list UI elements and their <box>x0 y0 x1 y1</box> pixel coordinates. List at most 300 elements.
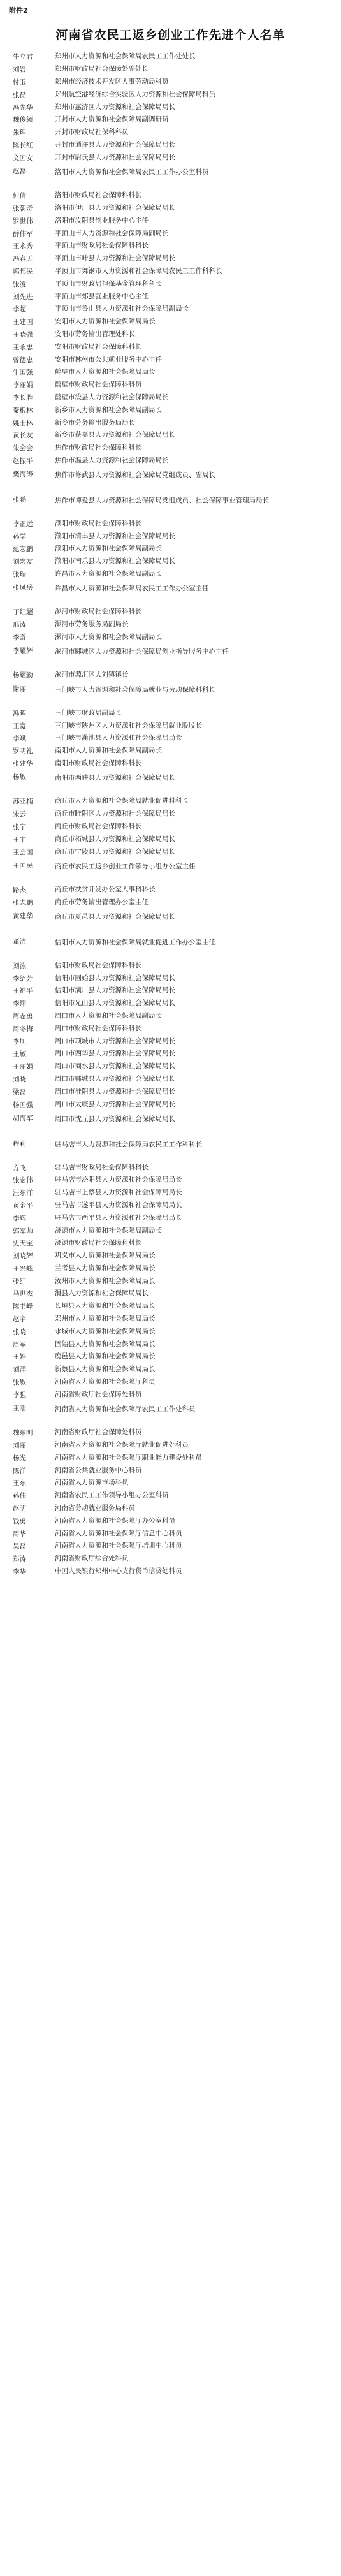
list-item <box>0 1363 341 1376</box>
person-name: 邢涛 <box>13 621 26 629</box>
list-item <box>0 580 341 606</box>
person-name: 周冬梅 <box>13 1025 33 1033</box>
person-name: 杨光 <box>13 1454 26 1462</box>
person-name: 何倩 <box>13 192 26 200</box>
person-name: 魏东明 <box>13 1429 33 1437</box>
person-name: 赵磊 <box>13 168 26 176</box>
person-name: 郭邦民 <box>13 267 33 275</box>
list-item <box>0 1174 341 1187</box>
person-position: 驻马店市人力资源和社会保障局农民工工作科科长 <box>55 1140 202 1148</box>
person-name: 张磊 <box>13 91 26 99</box>
person-name: 范宏鹏 <box>13 545 33 553</box>
person-name: 张凌 <box>13 280 26 288</box>
person-name: 曾德忠 <box>13 356 33 364</box>
person-position: 驻马店市遂平县人力资源和社会保障局局长 <box>55 1201 182 1209</box>
person-name: 朱会会 <box>13 444 33 453</box>
person-position: 驻马店市泌阳县人力资源和社会保障局局长 <box>55 1176 182 1184</box>
person-name: 刘岩 <box>13 66 26 74</box>
person-position: 商丘市夏邑县人力资源和社会保障局局长 <box>55 913 175 921</box>
person-name: 张建华 <box>13 760 33 768</box>
person-position: 郑州市惠济区人力资源和社会保障局局长 <box>55 103 175 111</box>
person-name: 张朝奇 <box>13 204 33 212</box>
person-name: 赵宇 <box>13 1315 26 1324</box>
person-position: 郑州航空港经济综合实验区人力资源和社会保障局科员 <box>55 90 215 98</box>
list-item <box>0 366 341 379</box>
list-item <box>0 1489 341 1502</box>
person-position: 濮阳市清丰县人力资源和社会保障局局长 <box>55 532 175 540</box>
document-title: 河南省农民工返乡创业工作先进个人名单 <box>55 28 286 42</box>
person-position: 周口市商水县人力资源和社会保障局局长 <box>55 1062 175 1071</box>
person-position: 焦作市温县人力资源和社会保障局局长 <box>55 456 169 464</box>
person-name: 宋云 <box>13 810 26 819</box>
person-name: 李长胜 <box>13 393 33 402</box>
person-position: 郑州市人力资源和社会保障局农民工工作处处长 <box>55 52 196 61</box>
person-name: 张瑞 <box>13 571 26 579</box>
list-item <box>0 1300 341 1313</box>
person-name: 赵明 <box>13 1505 26 1513</box>
person-name: 杨敏 <box>13 773 26 782</box>
list-item <box>0 1287 341 1300</box>
list-item <box>0 455 341 467</box>
list-item <box>0 606 341 618</box>
person-name: 王永忠 <box>13 343 33 351</box>
person-name: 樊海涛 <box>13 471 33 479</box>
list-item <box>0 1464 341 1477</box>
person-position: 平顶山市人力资源和社会保障局副局长 <box>55 229 169 237</box>
list-item <box>0 50 341 63</box>
person-position: 平顶山市鲁山县人力资源和社会保障局副局长 <box>55 305 189 313</box>
list-item <box>0 265 341 278</box>
person-position: 信阳市人力资源和社会保障局就业促进工作办公室主任 <box>55 938 215 946</box>
list-item <box>0 101 341 113</box>
person-position: 商丘市柘城县人力资源和社会保障局局长 <box>55 835 175 843</box>
list-item <box>0 972 341 984</box>
person-position: 洛阳市财政局社会保障科科长 <box>55 191 142 200</box>
person-position: 周口市郸城县人力资源和社会保障局局长 <box>55 1074 175 1083</box>
person-name: 王宽 <box>13 722 26 730</box>
list-item <box>0 442 341 455</box>
list-item <box>0 1187 341 1199</box>
list-item <box>0 543 341 555</box>
person-position: 许昌市人力资源和社会保障局副局长 <box>55 570 162 578</box>
list-item <box>0 732 341 745</box>
person-position: 兰考县人力资源和社会保障局局长 <box>55 1264 156 1272</box>
person-position: 驻马店市财政局社会保障科科长 <box>55 1163 149 1171</box>
person-name: 黄长友 <box>13 432 33 440</box>
person-position: 河南省人力资源和社会保障厅信息中心科员 <box>55 1529 182 1537</box>
list-item <box>0 706 341 719</box>
list-item <box>0 1514 341 1527</box>
list-item <box>0 1060 341 1073</box>
person-position: 濮阳市财政局社会保障科科长 <box>55 519 142 527</box>
list-item <box>0 1161 341 1174</box>
person-position: 滑县人力资源和社会保障局局长 <box>55 1289 149 1298</box>
list-item <box>0 252 341 265</box>
person-position: 平顶山市财政局社会保障科科长 <box>55 242 149 250</box>
person-position: 周口市淮阳县人力资源和社会保障局局长 <box>55 1087 175 1095</box>
person-position: 漯河市源汇区大刘镇镇长 <box>55 671 129 679</box>
person-name: 张志鹏 <box>13 898 33 907</box>
list-item <box>0 517 341 530</box>
list-item <box>0 1022 341 1035</box>
list-item <box>0 984 341 997</box>
person-name: 吴磊 <box>13 1542 26 1551</box>
person-position: 周口市人力资源和社会保障局副局长 <box>55 1011 162 1020</box>
list-item <box>0 568 341 581</box>
person-position: 周口市西华县人力资源和社会保障局局长 <box>55 1050 175 1058</box>
person-position: 鹤壁市人力资源和社会保障局局长 <box>55 368 156 376</box>
person-name: 李绍芳 <box>13 974 33 983</box>
list-item <box>0 1098 341 1111</box>
person-position: 河南省财政厅综合处科员 <box>55 1555 129 1563</box>
person-position: 洛阳市汝阳县创业服务中心主任 <box>55 216 149 224</box>
person-position: 信阳市固始县人力资源和社会保障局局长 <box>55 974 175 982</box>
person-position: 郑州市经济技术开发区人事劳动局科员 <box>55 77 169 85</box>
person-name: 梁磊 <box>13 1088 26 1096</box>
person-position: 商丘市劳务输出管理办公室主任 <box>55 898 149 906</box>
person-name: 牛立君 <box>13 53 33 61</box>
list-item <box>0 290 341 303</box>
list-item <box>0 303 341 316</box>
person-position: 周口市太康县人力资源和社会保障局局长 <box>55 1100 175 1108</box>
person-name: 张凤岳 <box>13 584 33 592</box>
list-item <box>0 1477 341 1489</box>
person-name: 王会国 <box>13 848 33 856</box>
person-name: 冯先华 <box>13 103 33 112</box>
person-position: 平顶山市叶县人力资源和社会保障局局长 <box>55 254 175 263</box>
person-name: 王敏 <box>13 1050 26 1058</box>
person-position: 濮阳市人力资源和社会保障局副局长 <box>55 545 162 553</box>
person-name: 李旭 <box>13 1037 26 1046</box>
list-item <box>0 770 341 795</box>
list-item <box>0 845 341 858</box>
person-name: 姚士林 <box>13 419 33 427</box>
person-position: 新乡市获嘉县人力资源和社会保障局局长 <box>55 431 175 439</box>
person-name: 陈长红 <box>13 141 33 149</box>
person-name: 李超 <box>13 305 26 314</box>
person-name: 路杰 <box>13 886 26 894</box>
list-item <box>0 682 341 707</box>
person-position: 驻马店市西平县人力资源和社会保障局局长 <box>55 1213 182 1222</box>
person-position: 漯河市郾城区人力资源和社会保障局创业指导服务中心主任 <box>55 648 229 656</box>
person-name: 刘晓辉 <box>13 1252 33 1261</box>
list-item <box>0 1136 341 1162</box>
person-name: 汪东洋 <box>13 1189 33 1197</box>
person-name: 杨国强 <box>13 1101 33 1109</box>
list-item <box>0 392 341 404</box>
list-item <box>0 858 341 884</box>
list-item <box>0 353 341 366</box>
person-position: 中国人民银行郑州中心支行货币信贷处科员 <box>55 1567 182 1576</box>
person-position: 鹤壁市财政局社会保障科科员 <box>55 381 142 389</box>
person-position: 固始县人力资源和社会保障局局长 <box>55 1340 156 1348</box>
person-name: 周军 <box>13 1340 26 1349</box>
person-position: 三门峡市渑池县人力资源和社会保障局局长 <box>55 734 182 742</box>
person-position: 汝州市人力资源和社会保障局局长 <box>55 1277 156 1285</box>
list-item <box>0 63 341 76</box>
person-position: 开封市通许县人力资源和社会保障局局长 <box>55 140 175 149</box>
person-position: 河南省人力资源和社会保障厅农民工工作处科员 <box>55 1405 196 1414</box>
list-item <box>0 1262 341 1275</box>
person-position: 济源市财政局社会保障科科长 <box>55 1239 142 1247</box>
person-name: 黄金平 <box>13 1201 33 1210</box>
person-name: 张鹏 <box>13 495 26 504</box>
person-name: 李丽娟 <box>13 381 33 390</box>
list-item <box>0 88 341 101</box>
person-name: 史天宝 <box>13 1240 33 1248</box>
person-name: 李耀辉 <box>13 647 33 655</box>
person-position: 商丘市农民工返乡创业工作领导小组办公室主任 <box>55 863 196 870</box>
person-name: 王建国 <box>13 318 33 326</box>
person-position: 信阳市财政局社会保障科科长 <box>55 961 142 969</box>
list-item <box>0 227 341 240</box>
list-item <box>0 833 341 845</box>
list-item <box>0 139 341 152</box>
person-position: 周口市财政局社会保障科科长 <box>55 1024 142 1032</box>
list-item <box>0 189 341 202</box>
list-item <box>0 1540 341 1553</box>
list-item <box>0 795 341 808</box>
list-item <box>0 1275 341 1287</box>
person-name: 朱理 <box>13 129 26 137</box>
person-name: 王永秀 <box>13 242 33 251</box>
person-name: 张敏 <box>13 1379 26 1387</box>
person-position: 三门峡市财政局副局长 <box>55 708 122 717</box>
list-item <box>0 757 341 770</box>
person-name: 冯晖 <box>13 709 26 717</box>
person-name: 刘洋 <box>13 1366 26 1374</box>
person-name: 李斌 <box>13 735 26 743</box>
list-item <box>0 884 341 896</box>
list-item <box>0 1388 341 1401</box>
person-name: 张红 <box>13 1277 26 1285</box>
person-position: 周口市沈丘县人力资源和社会保障局局长 <box>55 1115 175 1123</box>
list-item <box>0 214 341 227</box>
person-name: 秦根林 <box>13 406 33 414</box>
list-item <box>0 643 341 669</box>
person-position: 安阳市人力资源和社会保障局局长 <box>55 318 156 326</box>
person-name: 王婷 <box>13 1353 26 1361</box>
person-position: 商丘市扶贫开发办公室人事科科长 <box>55 885 156 893</box>
person-name: 李奇 <box>13 634 26 642</box>
person-name: 程莉 <box>13 1139 26 1148</box>
person-name: 刘泳 <box>13 962 26 970</box>
list-item <box>0 909 341 934</box>
person-position: 河南省人力资源和社会保障厅办公室科员 <box>55 1516 175 1525</box>
person-name: 郭军帅 <box>13 1227 33 1235</box>
list-item <box>0 618 341 631</box>
list-item <box>0 1401 341 1426</box>
list-item <box>0 1111 341 1136</box>
person-name: 冯春天 <box>13 255 33 263</box>
person-name: 钱勇 <box>13 1517 26 1525</box>
person-name: 李辉 <box>13 1214 26 1222</box>
person-name: 李正远 <box>13 520 33 528</box>
person-name: 王兴峰 <box>13 1264 33 1273</box>
list-item <box>0 1338 341 1350</box>
person-position: 漯河市人力资源和社会保障局副局长 <box>55 633 162 641</box>
list-item <box>0 1565 341 1578</box>
list-item <box>0 429 341 442</box>
list-item <box>0 1325 341 1338</box>
person-position: 漯河市财政局社会保障科科长 <box>55 608 142 616</box>
person-name: 郑涛 <box>13 1555 26 1563</box>
person-position: 商丘市人力资源和社会保障局就业促进科科长 <box>55 797 189 805</box>
person-position: 商丘市宁陵县人力资源和社会保障局局长 <box>55 847 175 856</box>
person-name: 周志勇 <box>13 1012 33 1020</box>
person-name: 谢丽 <box>13 685 26 693</box>
list-item <box>0 631 341 644</box>
person-position: 安阳市财政局社会保障科科长 <box>55 342 142 351</box>
person-name: 胡海军 <box>13 1114 33 1122</box>
person-position: 济源市人力资源和社会保障局副局长 <box>55 1226 162 1234</box>
list-item <box>0 240 341 252</box>
person-name: 刘丽 <box>13 1442 26 1450</box>
person-position: 安阳市劳务输出管理处科长 <box>55 330 135 338</box>
list-item <box>0 997 341 1010</box>
person-position: 河南省财政厅社会保障处科员 <box>55 1390 142 1398</box>
list-item <box>0 1224 341 1237</box>
person-position: 河南省农民工工作领导小组办公室科员 <box>55 1491 169 1500</box>
person-position: 焦作市修武县人力资源和社会保障局党组成员、副局长 <box>55 471 215 479</box>
list-item <box>0 202 341 215</box>
person-name: 王东 <box>13 1479 26 1488</box>
person-position: 河南省财政厅社会保障处科员 <box>55 1428 142 1437</box>
person-position: 开封市财政局社保科科员 <box>55 128 129 136</box>
list-item <box>0 1439 341 1452</box>
person-name: 黄建华 <box>13 912 33 921</box>
list-item <box>0 404 341 416</box>
person-name: 张宁 <box>13 823 26 831</box>
list-item <box>0 719 341 732</box>
people-list <box>0 50 341 1577</box>
person-name: 王丽娟 <box>13 1063 33 1071</box>
person-name: 王晓强 <box>13 330 33 339</box>
person-position: 开封市尉氏县人力资源和社会保障局局长 <box>55 153 175 161</box>
list-item <box>0 934 341 960</box>
person-name: 王国民 <box>13 862 33 870</box>
person-position: 商丘市睢阳区人力资源和社会保障局局长 <box>55 810 175 818</box>
list-item <box>0 492 341 518</box>
person-position: 焦作市财政局社会保障科科长 <box>55 444 142 452</box>
person-position: 南阳市财政局社会保障科科长 <box>55 759 142 768</box>
list-item <box>0 277 341 290</box>
person-name: 罗明礼 <box>13 747 33 756</box>
person-name: 罗世伟 <box>13 217 33 225</box>
person-position: 新乡市人力资源和社会保障局副局长 <box>55 406 162 414</box>
person-name: 方飞 <box>13 1164 26 1172</box>
list-item <box>0 416 341 429</box>
person-position: 鹿邑县人力资源和社会保障局局长 <box>55 1352 156 1361</box>
list-item <box>0 316 341 328</box>
person-position: 信阳市潢川县人力资源和社会保障局局长 <box>55 986 175 995</box>
person-position: 河南省人力资源和社会保障厅科员 <box>55 1378 156 1386</box>
person-position: 巩义市人力资源和社会保障局局长 <box>55 1252 156 1260</box>
person-name: 刘宏友 <box>13 558 33 566</box>
list-item <box>0 1048 341 1060</box>
list-item <box>0 1350 341 1363</box>
person-name: 杨耀勤 <box>13 671 33 680</box>
person-position: 洛阳市人力资源和社会保障局农民工工作办公室科员 <box>55 168 209 177</box>
person-position: 南阳市人力资源和社会保障局副局长 <box>55 747 162 755</box>
person-name: 张晓 <box>13 1328 26 1336</box>
list-item <box>0 1211 341 1224</box>
person-position: 焦作市博爱县人力资源和社会保障局党组成员、社会保障事业管理局局长 <box>55 496 269 504</box>
list-item <box>0 821 341 833</box>
person-name: 陈洋 <box>13 1467 26 1475</box>
person-name: 周华 <box>13 1530 26 1538</box>
person-name: 牛国强 <box>13 369 33 377</box>
list-item <box>0 151 341 164</box>
person-position: 河南省劳动就业服务局科员 <box>55 1504 135 1512</box>
list-item <box>0 1073 341 1086</box>
list-item <box>0 1035 341 1048</box>
person-position: 河南省人力资源市场科员 <box>55 1479 129 1487</box>
list-item <box>0 328 341 341</box>
person-position: 新蔡县人力资源和社会保障局局长 <box>55 1365 156 1373</box>
list-item <box>0 1376 341 1389</box>
person-position: 永城市人力资源和社会保障局局长 <box>55 1327 156 1335</box>
person-name: 魏俊领 <box>13 116 33 124</box>
person-name: 李翔 <box>13 1000 26 1008</box>
list-item <box>0 959 341 972</box>
person-position: 长垣县人力资源和社会保障局局长 <box>55 1302 156 1310</box>
person-position: 邓州市人力资源和社会保障局局长 <box>55 1315 156 1323</box>
attachment-label: 附件2 <box>9 6 28 15</box>
person-position: 安阳市林州市公共就业服务中心主任 <box>55 355 162 363</box>
person-position: 平顶山市郏县就业服务中心主任 <box>55 292 149 300</box>
person-position: 河南省人力资源和社会保障厅培训中心科员 <box>55 1542 182 1550</box>
list-item <box>0 808 341 821</box>
person-position: 濮阳市南乐县人力资源和社会保障局局长 <box>55 557 175 566</box>
list-item <box>0 1199 341 1212</box>
person-position: 三门峡市陕州区人力资源和社会保障局就业股股长 <box>55 721 202 729</box>
person-name: 陈书峰 <box>13 1303 33 1311</box>
person-position: 河南省公共就业服务中心科员 <box>55 1466 142 1474</box>
list-item <box>0 340 341 353</box>
person-name: 付玉 <box>13 78 26 86</box>
person-name: 王刚 <box>13 1405 26 1413</box>
list-item <box>0 1426 341 1439</box>
list-item <box>0 113 341 126</box>
list-item <box>0 126 341 139</box>
person-position: 平顶山市舞钢市人力资源和社会保障局农民工工作科科长 <box>55 267 222 275</box>
person-position: 南阳市西峡县人力资源和社会保障局局长 <box>55 774 175 782</box>
list-item <box>0 1451 341 1464</box>
list-item <box>0 745 341 757</box>
list-item <box>0 1313 341 1326</box>
list-item <box>0 467 341 492</box>
person-name: 文国安 <box>13 154 33 162</box>
person-name: 丁红超 <box>13 608 33 617</box>
list-item <box>0 1553 341 1565</box>
list-item <box>0 1502 341 1515</box>
person-position: 漯河市劳务服务局副局长 <box>55 620 129 629</box>
person-position: 周口市项城市人力资源和社会保障局局长 <box>55 1037 175 1045</box>
list-item <box>0 1085 341 1098</box>
person-name: 刘先进 <box>13 293 33 301</box>
person-position: 驻马店市上蔡县人力资源和社会保障局局长 <box>55 1189 182 1197</box>
person-position: 鹤壁市浚县人力资源和社会保障局局长 <box>55 393 169 401</box>
person-name: 王福平 <box>13 987 33 995</box>
list-item <box>0 164 341 189</box>
list-item <box>0 530 341 543</box>
person-position: 河南省人力资源和社会保障厅就业促进处科员 <box>55 1441 189 1449</box>
person-name: 李强 <box>13 1391 26 1399</box>
person-name: 马世杰 <box>13 1290 33 1298</box>
person-position: 信阳市光山县人力资源和社会保障局局长 <box>55 999 175 1007</box>
person-name: 刘晓 <box>13 1075 26 1083</box>
